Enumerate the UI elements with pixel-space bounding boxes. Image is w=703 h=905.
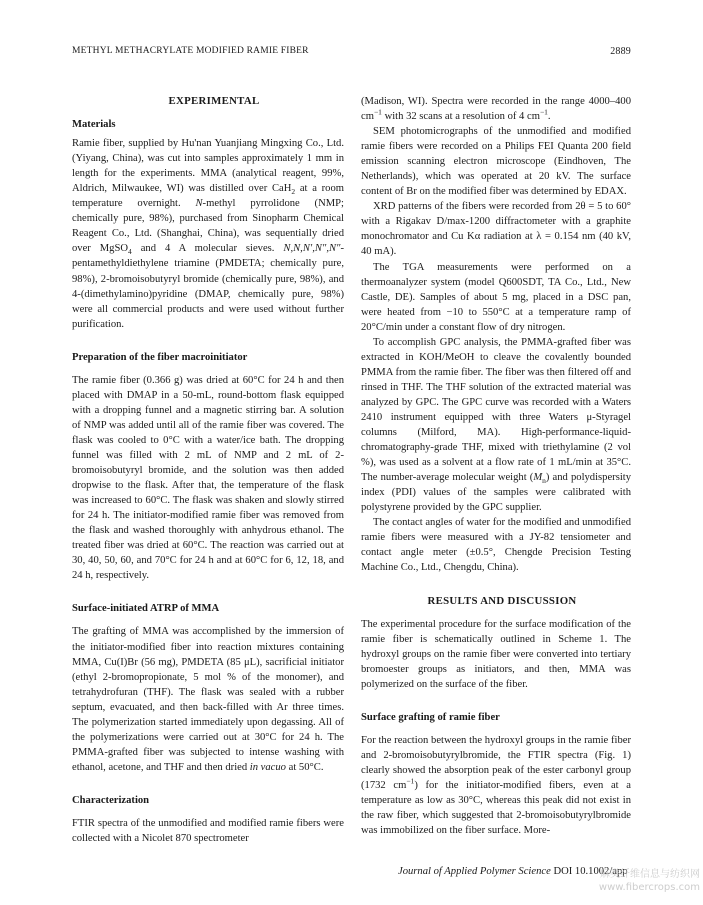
paragraph-surface-grafting: For the reaction between the hydroxyl groups in the ramie fiber and 2-bromoisobutyrylbromide, the FTIR spectra (Fig. 1) clearly showed the absorption peak of the ester carbonyl group (1732 $cm^{-1}$) for the initiator-modified fibers, even at a temperature as low as 30°C, whereas this peak did not exist in the raw fiber, which suggested that 2-bromoisobutyrylbromide was immobilized on the fiber surface. More- <box>361 734 631 837</box>
subheading-surface-grafting: Surface grafting of ramie fiber <box>361 711 500 723</box>
left-column <box>72 94 344 846</box>
running-header <box>72 46 631 60</box>
paragraph-results: The experimental procedure for the surface modification of the ramie fiber is schematically outlined in Scheme 1. The hydroxyl groups on the ramie fiber were converted into tertiary bromoester groups as initiators, and then, MMA was polymerized on the surface of the fiber. <box>361 618 631 690</box>
paragraph-tga: The TGA measurements were performed on a thermoanalyzer system (model Q600SDT, TA Co., Ltd., New Castle, DE). Samples of about 5 mg, placed in a DSC pan, were heated from −10 to 550°C at a temperature ramp of 20°C/min under a constant flow of dry nitrogen. <box>361 261 631 333</box>
right-column <box>361 94 631 838</box>
paragraph-materials: Ramie fiber, supplied by Hu'nan Yuanjiang Mingxing Co., Ltd. (Yiyang, China), was cut into samples approximately 1 mm in length for the experiments. MMA (analytical reagent, 99%, Aldrich, Milwaukee, WI) was distilled over CaH$_2$ at a room temperature overnight. N-methyl pyrrolidone (NMP; chemically pure, 98%), purchased from Sinopharm Chemical Reagent Co., Ltd. (Shanghai, China), was sequentially dried over MgSO$_4$ and 4 A molecular sieves. N,N,N′,N″,N″-pentamethyldiethylene triamine (PMDETA; chemically pure, 98%), 2-bromoisobutyryl bromide (chemically pure, 98%), and 4-(dimethylamino)pyridine (DMAP, chemically pure, 98%) were all commercial products and were used without further purification. <box>72 138 345 330</box>
subheading-atrp: Surface-initiated ATRP of MMA <box>72 603 220 615</box>
paragraph-characterization: FTIR spectra of the unmodified and modified ramie fibers were collected with a Nicolet 870 spectrometer <box>72 817 344 845</box>
section-heading-results: RESULTS AND DISCUSSION <box>427 594 577 607</box>
paragraph-xrd: XRD patterns of the fibers were recorded from 2θ = 5 to 60° with a Rigakav D/max-1200 diffractometer with a graphite monochromator and Cu Kα radiation at λ = 0.154 nm (40 kV, 40 mA). <box>361 201 631 258</box>
subheading-preparation: Preparation of the fiber macroinitiator <box>72 351 248 363</box>
subheading-characterization: Characterization <box>72 794 150 806</box>
subheading-materials: Materials <box>72 119 116 131</box>
section-heading-experimental: EXPERIMENTAL <box>168 95 260 107</box>
watermark-line-2: www.fibercrops.com <box>598 882 700 893</box>
watermark-line-1: 麻类纤维信息与纺织网 <box>600 869 700 880</box>
paragraph-gpc: To accomplish GPC analysis, the PMMA-grafted fiber was extracted in KOH/MeOH to cleave the covalently bounded PMMA from the ramie fiber. The fiber was then filtered off and rinsed in THF. The THF solution of the extracted material was analyzed by GPC. The GPC curve was recorded with a Waters 2410 instrument equipped with three Waters μ-Styragel columns (Milford, MA). High-performance-liquid-chromatography-grade THF, mixed with triethylamine (2 vol %), was used as a solvent at a flow rate of 1 mL/min at 35°C. The number-average molecular weight $(M_n)$ and polydispersity index (PDI) values of the samples were calibrated with polystyrene provided by the GPC supplier. <box>361 336 631 514</box>
site-watermark <box>566 868 700 902</box>
paragraph-preparation: The ramie fiber (0.366 g) was dried at 60°C for 24 h and then placed with DMAP in a 50-mL, round-bottom flask equipped with a dropping funnel and a magnetic stirring bar. A solution of NMP was added until all of the ramie fiber was covered. The flask was cooled to 0°C with a water/ice bath. The dropping funnel was filled with 2 mL of NMP and 2 mL of 2-bromoisobutyryl bromide, and the solution was then added dropwise to the flask. After that, the temperature of the flask was increased to 60°C. The flask was shaken and slowly stirred for 24 h. The initiator-modified ramie fiber was removed from the flask and washed thoroughly with anhydrous ethanol. The treated fiber was dried at 60°C. The reaction was carried out at 30, 40, 50, 60, and 70°C for 24 h and at 60°C for 6, 12, 18, and 24 h, respectively. <box>72 374 344 582</box>
paragraph-ftir-continued: (Madison, WI). Spectra were recorded in the range 4000–400 $cm^{-1}$ with 32 scans at a resolution of 4 $cm^{-1}$. <box>361 96 631 123</box>
paragraph-sem: SEM photomicrographs of the unmodified and modified ramie fibers were recorded on a Philips FEI Quanta 200 field emission scanning electron microscope (Eindhoven, The Netherlands), which was operated at 20 kV. The surface content of Br on the modified fiber was determined by EDAX. <box>361 126 631 198</box>
paragraph-atrp: The grafting of MMA was accomplished by the immersion of the initiator-modified fiber into reaction mixtures containing MMA, Cu(I)Br (56 mg), PMDETA (85 μL), sacrificial initiator (ethyl 2-bromopropionate, 5 mol % of the monomer), and tetrahydrofuran (THF). The flask was sealed with a rubber septum, evacuated, and then back-filled with Ar three times. The polymerization started immediately upon degassing. All of the polymerizations were carried out at 30°C for 24 h. The PMMA-grafted fiber was subjected to intense washing with ethanol, acetone, and THF and then dried in vacuo at 50°C. <box>72 626 344 773</box>
journal-name: Journal of Applied Polymer Science <box>398 866 551 877</box>
running-title: METHYL METHACRYLATE MODIFIED RAMIE FIBER <box>72 46 309 56</box>
paragraph-contact-angle: The contact angles of water for the modified and unmodified ramie fibers were measured with a JY-82 tensiometer and contact angle meter (±0.5°, Chengde Precision Testing Machine Co., Ltd., Chengdu, China). <box>361 517 631 574</box>
page-number: 2889 <box>610 46 631 57</box>
doi-text: DOI 10.1002/app <box>550 866 628 877</box>
